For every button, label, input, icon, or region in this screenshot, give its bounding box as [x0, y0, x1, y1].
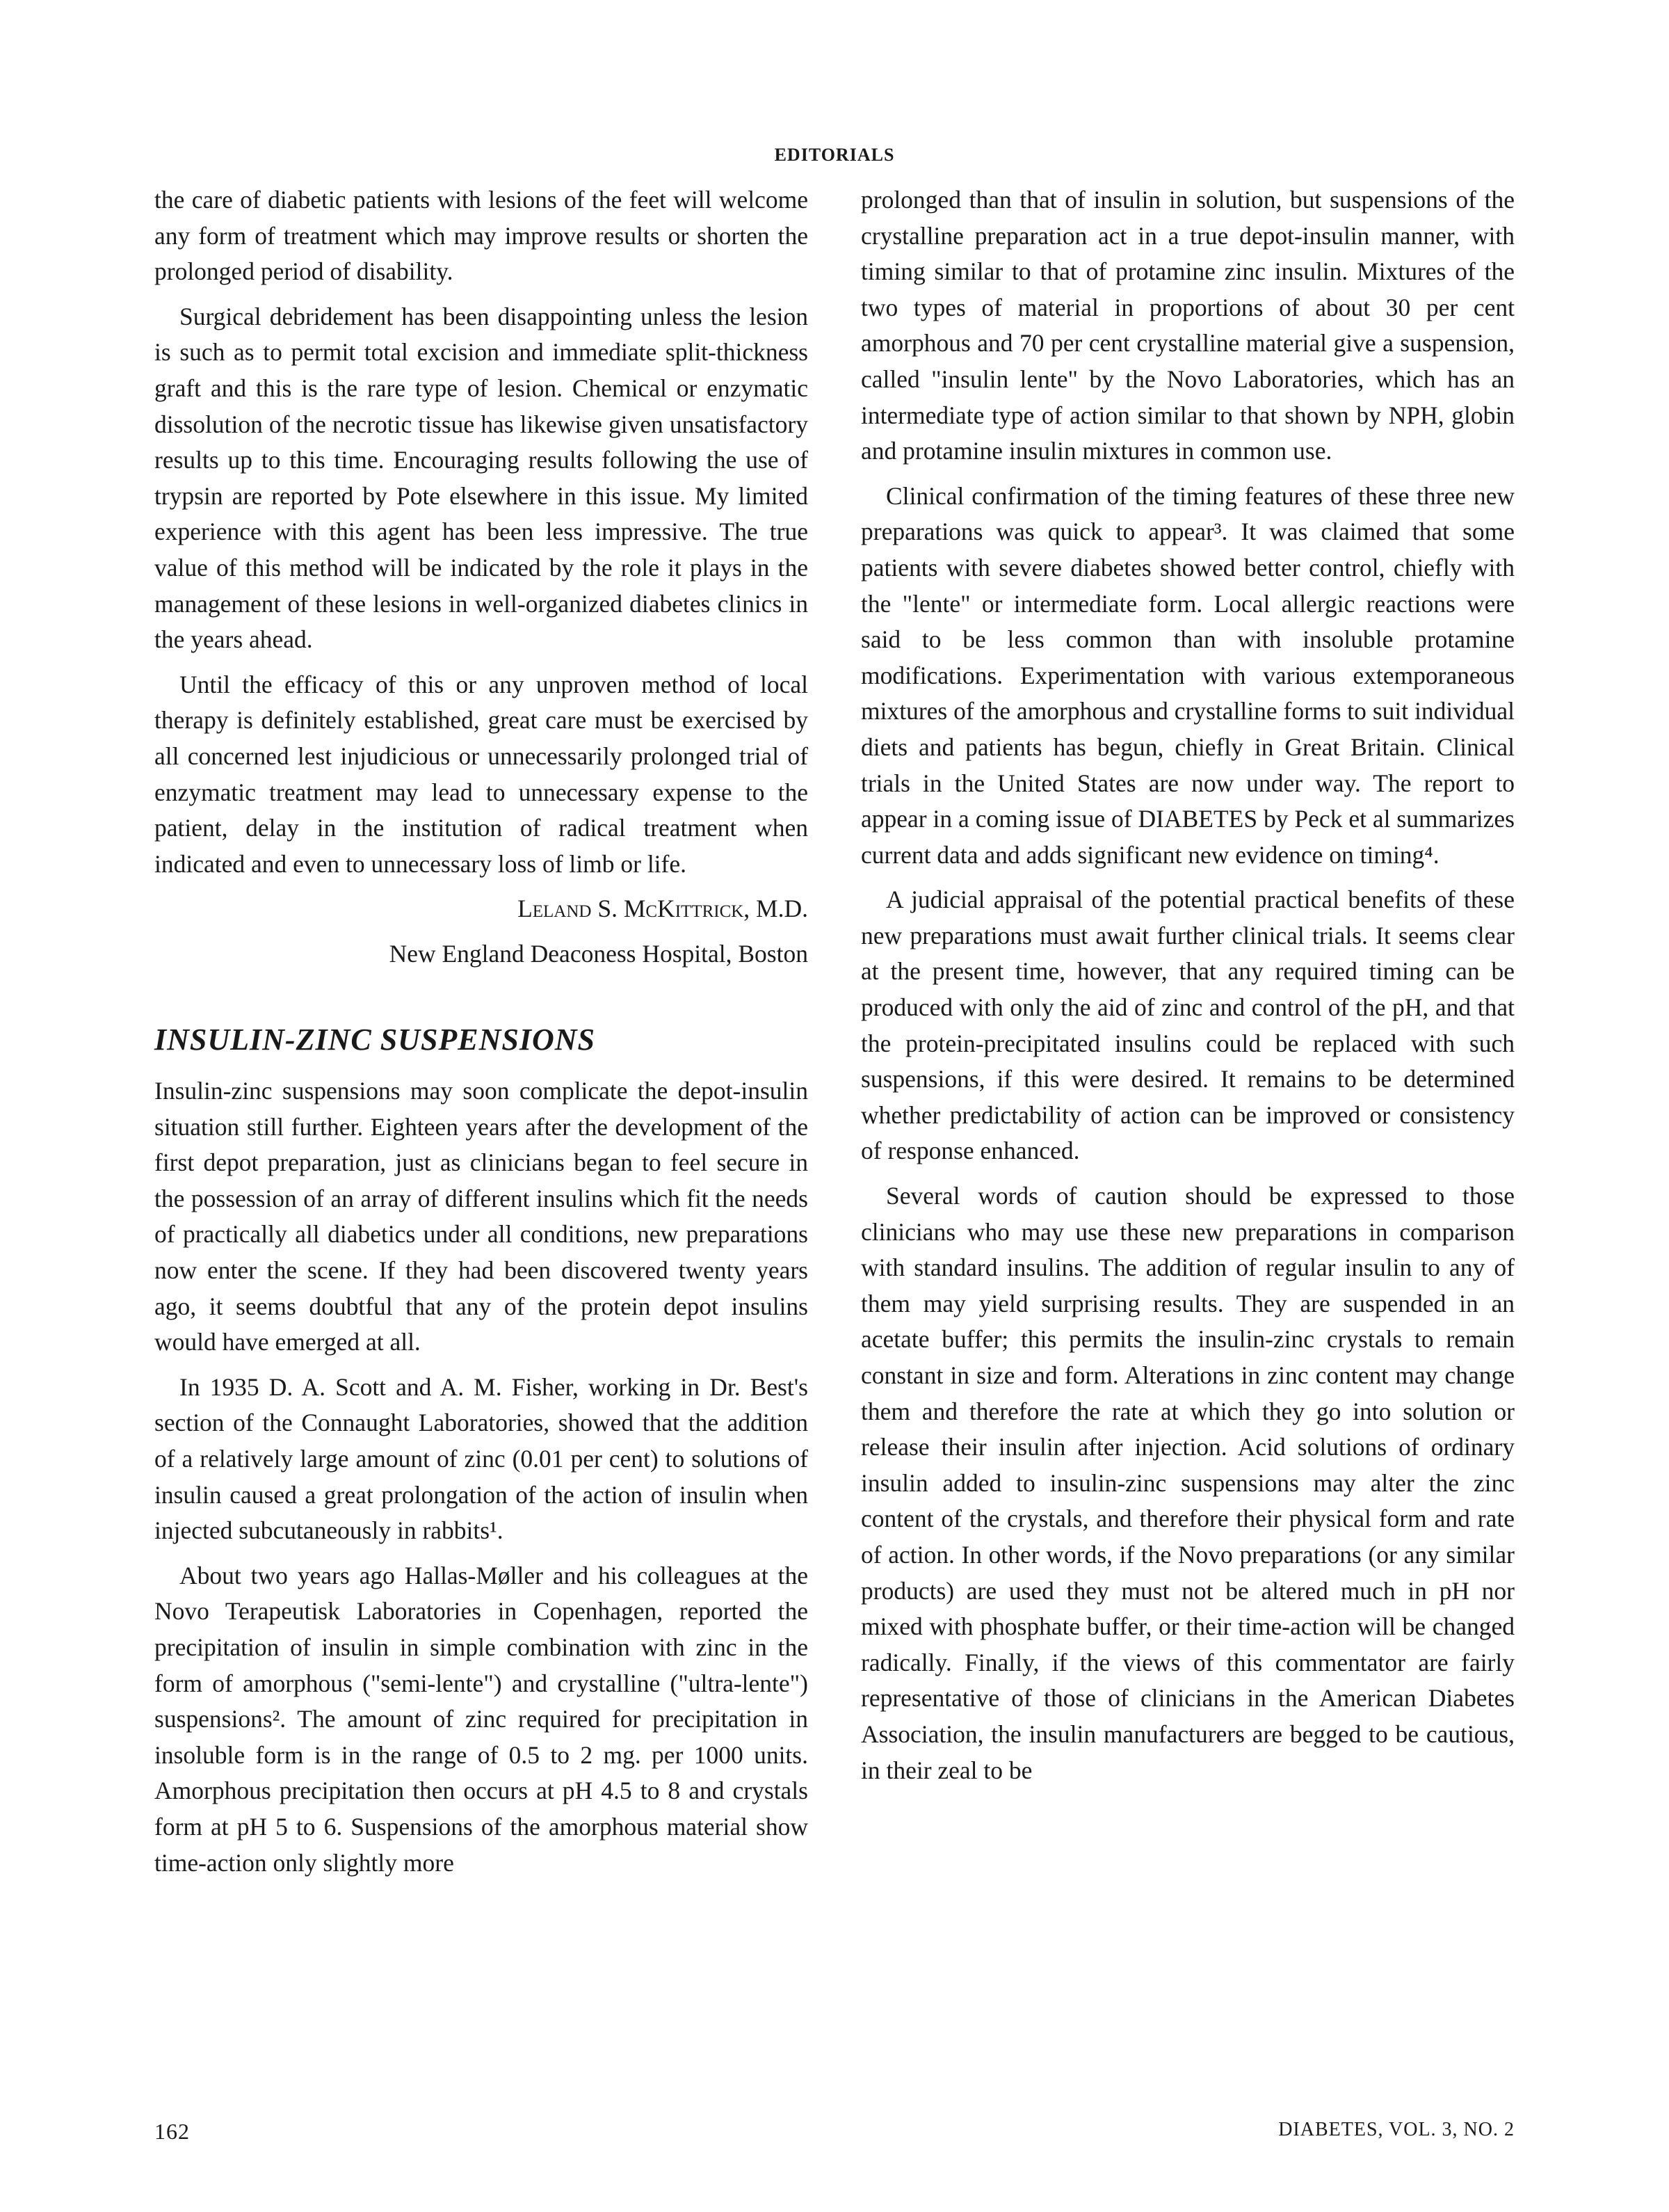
- signature-name: [154, 891, 808, 927]
- left-column: [154, 182, 808, 1890]
- signature-name-text: Leland S. McKittrick, M.D.: [517, 895, 808, 923]
- paragraph: A judicial appraisal of the potential practical benefits of these new preparations must await further clinical trials. It seems clear at the present time, however, that any required timing can be produced with only the aid of zinc and control of the pH, and that the protein-precipitated insulins could be replaced with such suspensions, if this were desired. It remains to be determined whether predictability of action can be improved or consistency of response enhanced.: [861, 885, 1515, 1165]
- paragraph: Clinical confirmation of the timing features of these three new preparations was quick to appear³. It was claimed that some patients with severe diabetes showed better control, chiefly with the "lente" or intermediate form. Local allergic reactions were said to be less common than with insoluble protamine modifications. Experimentation with various extemporaneous mixtures of the amorphous and crystalline forms to suit individual diets and patients has begun, chiefly in Great Britain. Clinical trials in the United States are now under way. The report to appear in a coming issue of DIABETES by Peck et al summarizes current data and adds significant new evidence on timing⁴.: [861, 481, 1515, 869]
- paragraph: In 1935 D. A. Scott and A. M. Fisher, working in Dr. Best's section of the Connaught Laboratories, showed that the addition of a relatively large amount of zinc (0.01 per cent) to solutions of insulin caused a great prolongation of the action of insulin when injected subcutaneously in rabbits¹.: [154, 1372, 808, 1545]
- signature-affiliation: New England Deaconess Hospital, Boston: [389, 939, 808, 968]
- right-column: [861, 182, 1515, 1797]
- section-title: INSULIN-ZINC SUSPENSIONS: [154, 1023, 596, 1057]
- paragraph: Surgical debridement has been disappointing unless the lesion is such as to permit total excision and immediate split-thickness graft and this is the rare type of lesion. Chemical or enzymatic dissolution of the necrotic tissue has likewise given unsatisfactory results up to this time. Encouraging results following the use of trypsin are reported by Pote elsewhere in this issue. My limited experience with this agent has been less impressive. The true value of this method will be indicated by the role it plays in the management of these lesions in well-organized diabetes clinics in the years ahead.: [154, 302, 808, 654]
- running-head: EDITORIALS: [774, 145, 895, 165]
- paragraph: Until the efficacy of this or any unproven method of local therapy is definitely established, great care must be exercised by all concerned lest injudicious or unnecessarily prolonged trial of enzymatic treatment may lead to unnecessary expense to the patient, delay in the institution of radical treatment when indicated and even to unnecessary loss of limb or life.: [154, 670, 808, 878]
- paragraph: Insulin-zinc suspensions may soon complicate the depot-insulin situation still further. Eighteen years after the development of the first depot preparation, just as clinicians began to feel secure in the possession of an array of different insulins which fit the needs of practically all diabetics under all conditions, new preparations now enter the scene. If they had been discovered twenty years ago, it seems doubtful that any of the protein depot insulins would have emerged at all.: [154, 1077, 808, 1356]
- paragraph: Several words of caution should be expressed to those clinicians who may use these new preparations in comparison with standard insulins. The addition of regular insulin to any of them may yield surprising results. They are suspended in an acetate buffer; this permits the insulin-zinc crystals to remain constant in size and form. Alterations in zinc content may change them and therefore the rate at which they go into solution or release their insulin after injection. Acid solutions of ordinary insulin added to insulin-zinc suspensions may alter the zinc content of the crystals, and therefore their physical form and rate of action. In other words, if the Novo preparations (or any similar products) are used they must not be altered much in pH nor mixed with phosphate buffer, or their time-action will be changed radically. Finally, if the views of this commentator are fairly representative of those of clinicians in the American Diabetes Association, the insulin manufacturers are begged to be cautious, in their zeal to be: [861, 1182, 1515, 1784]
- paragraph: About two years ago Hallas-Møller and his colleagues at the Novo Terapeutisk Laboratories in Copenhagen, reported the precipitation of insulin in simple combination with zinc in the form of amorphous ("semi-lente") and crystalline ("ultra-lente") suspensions². The amount of zinc required for precipitation in insoluble form is in the range of 0.5 to 2 mg. per 1000 units. Amorphous precipitation then occurs at pH 4.5 to 8 and crystals form at pH 5 to 6. Suspensions of the amorphous material show time-action only slightly more: [154, 1561, 808, 1877]
- paragraph: the care of diabetic patients with lesions of the feet will welcome any form of treatment which may improve results or shorten the prolonged period of disability.: [154, 186, 808, 286]
- paragraph: prolonged than that of insulin in solution, but suspensions of the crystalline preparation act in a true depot-insulin manner, with timing similar to that of protamine zinc insulin. Mixtures of the two types of material in proportions of about 30 per cent amorphous and 70 per cent crystalline material give a suspension, called "insulin lente" by the Novo Laboratories, which has an intermediate type of action similar to that shown by NPH, globin and protamine insulin mixtures in common use.: [861, 186, 1515, 465]
- page-number: 162: [154, 2119, 190, 2144]
- journal-citation: DIABETES, VOL. 3, NO. 2: [1278, 2119, 1515, 2140]
